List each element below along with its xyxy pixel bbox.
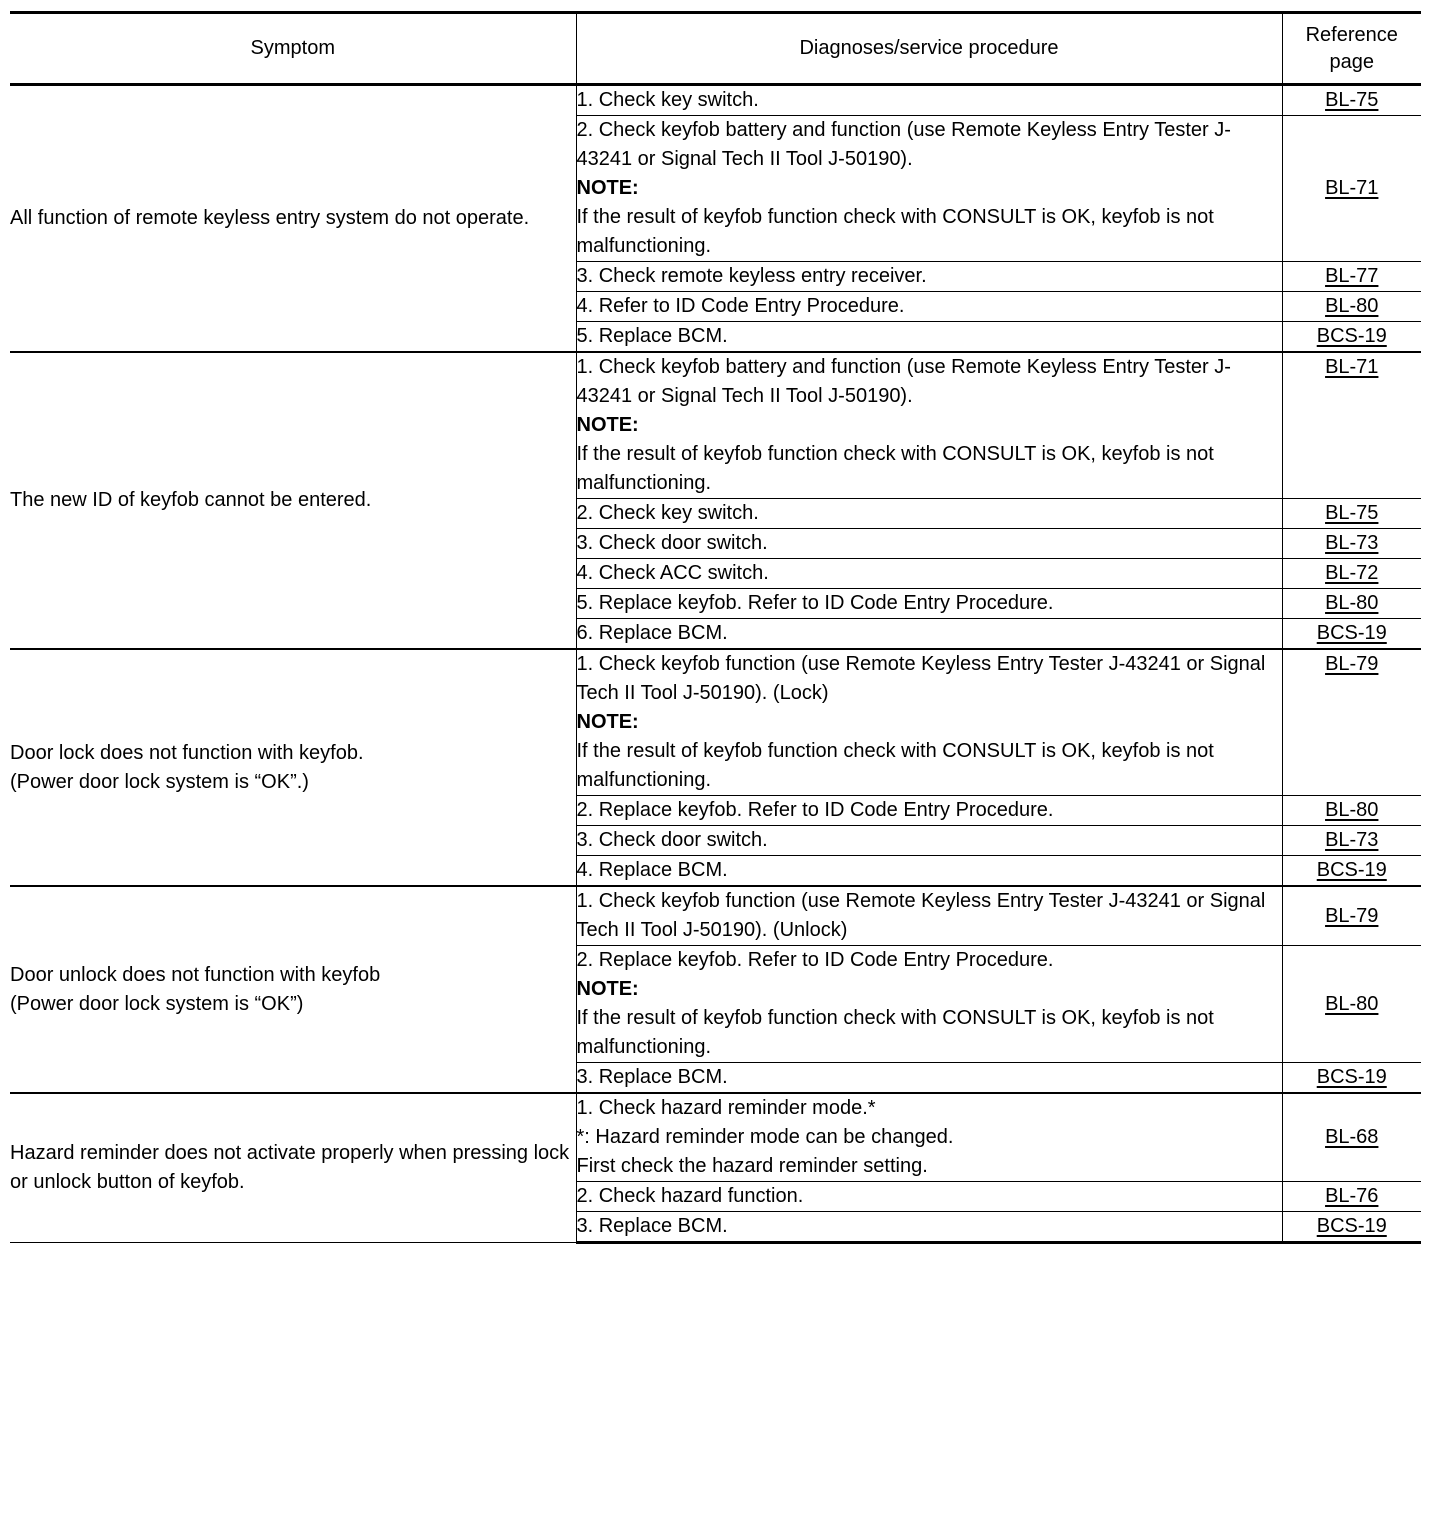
procedure-cell bbox=[576, 352, 1282, 499]
procedure-step: 3. Check door switch. bbox=[576, 829, 768, 851]
note-text: If the result of keyfob function check with CONSULT is OK, keyfob is not malfunctioning. bbox=[576, 443, 1214, 494]
symptom-cell: Hazard reminder does not activate properly when pressing lock or unlock button of keyfob. bbox=[10, 1093, 576, 1243]
reference-cell bbox=[1282, 886, 1421, 946]
note-text: If the result of keyfob function check with CONSULT is OK, keyfob is not malfunctioning. bbox=[576, 1007, 1214, 1058]
procedure-step: 2. Replace keyfob. Refer to ID Code Entry Procedure. bbox=[576, 799, 1054, 821]
procedure-step: 5. Replace BCM. bbox=[576, 325, 728, 347]
symptom-line: Door unlock does not function with keyfob bbox=[10, 963, 381, 986]
reference-header: Reference page bbox=[1282, 13, 1421, 85]
reference-link[interactable]: BL-71 bbox=[1325, 177, 1379, 199]
reference-cell bbox=[1282, 85, 1421, 116]
procedure-cell bbox=[576, 292, 1282, 322]
symptom-line: Door lock does not function with keyfob. bbox=[10, 741, 364, 764]
symptom-cell bbox=[10, 649, 576, 886]
reference-link[interactable]: BL-75 bbox=[1325, 502, 1379, 524]
reference-cell bbox=[1282, 529, 1421, 559]
note-label: NOTE: bbox=[576, 177, 639, 199]
procedure-step: 1. Check keyfob battery and function (use Remote Keyless Entry Tester J-43241 or Signal Tech II Tool J-50190). bbox=[576, 356, 1231, 407]
reference-link[interactable]: BL-68 bbox=[1325, 1126, 1379, 1148]
procedure-step: 2. Check keyfob battery and function (use Remote Keyless Entry Tester J-43241 or Signal Tech II Tool J-50190). bbox=[576, 119, 1231, 170]
reference-link[interactable]: BL-80 bbox=[1325, 295, 1379, 317]
note-label: NOTE: bbox=[576, 978, 639, 1000]
reference-link[interactable]: BL-79 bbox=[1325, 653, 1379, 675]
diagnosis-table bbox=[10, 11, 1421, 1244]
reference-link[interactable]: BL-73 bbox=[1325, 532, 1379, 554]
procedure-step: 1. Check keyfob function (use Remote Keyless Entry Tester J-43241 or Signal Tech II Tool J-50190). (Unlock) bbox=[576, 890, 1266, 941]
reference-cell bbox=[1282, 322, 1421, 353]
reference-link[interactable]: BL-73 bbox=[1325, 829, 1379, 851]
reference-link[interactable]: BCS-19 bbox=[1316, 1066, 1387, 1088]
symptom-line: (Power door lock system is “OK”.) bbox=[10, 770, 309, 793]
reference-cell bbox=[1282, 1063, 1421, 1094]
procedure-step: 1. Check hazard reminder mode.* bbox=[576, 1097, 876, 1119]
reference-cell bbox=[1282, 856, 1421, 887]
symptom-cell: All function of remote keyless entry system do not operate. bbox=[10, 85, 576, 353]
procedure-step: 3. Replace BCM. bbox=[576, 1215, 728, 1237]
procedure-step: 4. Check ACC switch. bbox=[576, 562, 769, 584]
table-row bbox=[10, 886, 1421, 946]
procedure-cell bbox=[576, 1093, 1282, 1182]
reference-link[interactable]: BCS-19 bbox=[1316, 1215, 1387, 1237]
procedure-step: 1. Check keyfob function (use Remote Keyless Entry Tester J-43241 or Signal Tech II Tool J-50190). (Lock) bbox=[576, 653, 1266, 704]
procedure-step: First check the hazard reminder setting. bbox=[576, 1155, 928, 1177]
procedure-cell bbox=[576, 619, 1282, 650]
reference-link[interactable]: BCS-19 bbox=[1316, 325, 1387, 347]
procedure-step: 3. Check remote keyless entry receiver. bbox=[576, 265, 927, 287]
reference-cell bbox=[1282, 1093, 1421, 1182]
symptom-cell bbox=[10, 886, 576, 1093]
reference-link[interactable]: BL-76 bbox=[1325, 1185, 1379, 1207]
procedure-cell bbox=[576, 1212, 1282, 1243]
reference-cell bbox=[1282, 796, 1421, 826]
procedure-step: 5. Replace keyfob. Refer to ID Code Entry Procedure. bbox=[576, 592, 1054, 614]
procedure-cell bbox=[576, 856, 1282, 887]
table-row bbox=[10, 649, 1421, 796]
procedure-cell bbox=[576, 649, 1282, 796]
procedure-cell bbox=[576, 826, 1282, 856]
table-row bbox=[10, 352, 1421, 499]
table-row bbox=[10, 1093, 1421, 1182]
reference-cell bbox=[1282, 649, 1421, 796]
reference-cell bbox=[1282, 262, 1421, 292]
procedure-cell bbox=[576, 559, 1282, 589]
symptom-header: Symptom bbox=[10, 13, 576, 85]
reference-link[interactable]: BL-72 bbox=[1325, 562, 1379, 584]
note-text: If the result of keyfob function check with CONSULT is OK, keyfob is not malfunctioning. bbox=[576, 206, 1214, 257]
procedure-cell bbox=[576, 499, 1282, 529]
procedure-step: 4. Refer to ID Code Entry Procedure. bbox=[576, 295, 905, 317]
reference-cell bbox=[1282, 1212, 1421, 1243]
procedure-cell bbox=[576, 886, 1282, 946]
procedure-step: 1. Check key switch. bbox=[576, 89, 759, 111]
reference-link[interactable]: BL-75 bbox=[1325, 89, 1379, 111]
reference-cell bbox=[1282, 1182, 1421, 1212]
reference-link[interactable]: BCS-19 bbox=[1316, 622, 1387, 644]
procedure-step: 2. Replace keyfob. Refer to ID Code Entry Procedure. bbox=[576, 949, 1054, 971]
reference-link[interactable]: BL-79 bbox=[1325, 904, 1379, 927]
procedure-step: 2. Check key switch. bbox=[576, 502, 759, 524]
reference-link[interactable]: BL-80 bbox=[1325, 799, 1379, 821]
reference-cell bbox=[1282, 499, 1421, 529]
procedure-cell bbox=[576, 262, 1282, 292]
procedure-step: 3. Check door switch. bbox=[576, 532, 768, 554]
procedure-cell bbox=[576, 85, 1282, 116]
procedure-step: 3. Replace BCM. bbox=[576, 1066, 728, 1088]
reference-cell bbox=[1282, 826, 1421, 856]
reference-cell bbox=[1282, 116, 1421, 262]
reference-link[interactable]: BCS-19 bbox=[1316, 859, 1387, 881]
procedure-cell bbox=[576, 1063, 1282, 1094]
procedure-cell bbox=[576, 946, 1282, 1063]
reference-link[interactable]: BL-71 bbox=[1325, 356, 1379, 378]
reference-cell bbox=[1282, 589, 1421, 619]
reference-link[interactable]: BL-77 bbox=[1325, 265, 1379, 287]
reference-cell bbox=[1282, 352, 1421, 499]
procedure-step: *: Hazard reminder mode can be changed. bbox=[576, 1126, 954, 1148]
note-text: If the result of keyfob function check with CONSULT is OK, keyfob is not malfunctioning. bbox=[576, 740, 1214, 791]
procedure-header: Diagnoses/service procedure bbox=[576, 13, 1282, 85]
procedure-cell bbox=[576, 322, 1282, 353]
reference-cell bbox=[1282, 559, 1421, 589]
symptom-cell: The new ID of keyfob cannot be entered. bbox=[10, 352, 576, 649]
procedure-cell bbox=[576, 529, 1282, 559]
header-row bbox=[10, 13, 1421, 85]
reference-cell bbox=[1282, 946, 1421, 1063]
reference-link[interactable]: BL-80 bbox=[1325, 992, 1379, 1015]
procedure-step: 6. Replace BCM. bbox=[576, 622, 728, 644]
procedure-cell bbox=[576, 1182, 1282, 1212]
procedure-step: 4. Replace BCM. bbox=[576, 859, 728, 881]
procedure-step: 2. Check hazard function. bbox=[576, 1185, 804, 1207]
table-row bbox=[10, 85, 1421, 116]
procedure-cell bbox=[576, 116, 1282, 262]
symptom-line: (Power door lock system is “OK”) bbox=[10, 992, 304, 1015]
procedure-cell bbox=[576, 796, 1282, 826]
note-label: NOTE: bbox=[576, 711, 639, 733]
reference-link[interactable]: BL-80 bbox=[1325, 592, 1379, 614]
reference-cell bbox=[1282, 619, 1421, 650]
reference-cell bbox=[1282, 292, 1421, 322]
procedure-cell bbox=[576, 589, 1282, 619]
note-label: NOTE: bbox=[576, 414, 639, 436]
